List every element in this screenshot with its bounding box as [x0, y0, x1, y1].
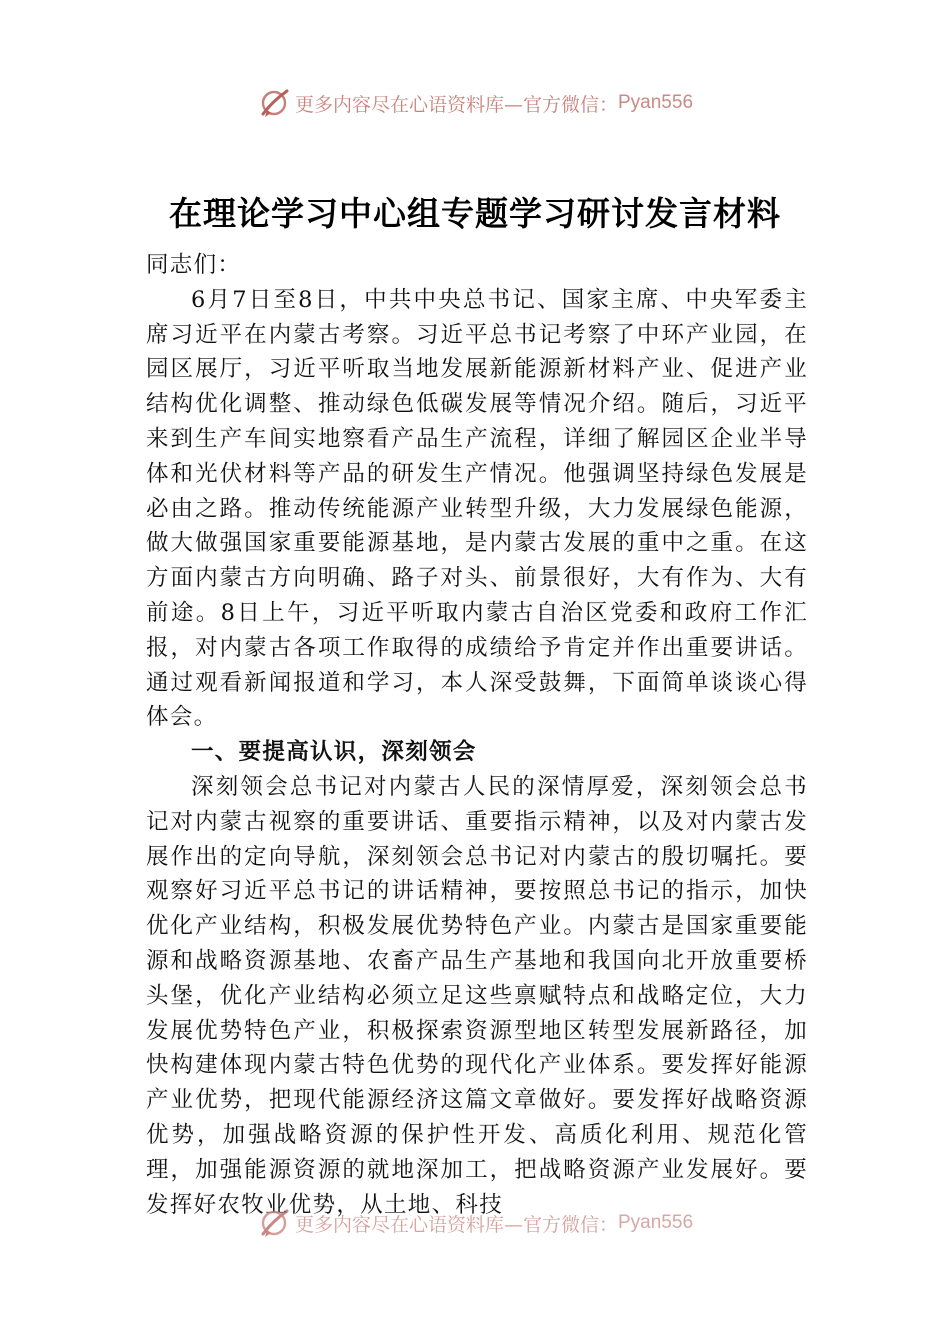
watermark-text: 更多内容尽在心语资料库—官方微信：: [294, 1213, 618, 1236]
watermark-banner-top: [0, 86, 950, 120]
document-body: [146, 248, 808, 1222]
watermark-handle: Pyan556: [618, 92, 694, 113]
section-heading: 一、要提高认识，深刻领会: [191, 739, 477, 766]
paragraph-section-1: 深刻领会总书记对内蒙古人民的深情厚爱，深刻领会总书记对内蒙古视察的重要讲话、重要指示精神，以及对内蒙古发展作出的定向导航，深刻领会总书记对内蒙古的殷切嘱托。要观察好习近平总书记的讲话精神，要按照总书记的指示，加快优化产业结构，积极发展优势特色产业。内蒙古是国家重要能源和战略资源基地、农畜产品生产基地和我国向北开放重要桥头堡，优化产业结构必须立足这些禀赋特点和战略定位，大力发展优势特色产业，积极探索资源型地区转型发展新路径，加快构建体现内蒙古特色优势的现代化产业体系。要发挥好能源产业优势，把现代能源经济这篇文章做好。要发挥好战略资源优势，加强战略资源的保护性开发、高质化利用、规范化管理，加强能源资源的就地深加工，把战略资源产业发展好。要发挥好农牧业优势，从土地、科技: [146, 773, 808, 1218]
page-title: 在理论学习中心组专题学习研讨发言材料: [169, 194, 781, 233]
watermark-banner-bottom: [0, 1206, 950, 1240]
salutation: 同志们：: [146, 252, 242, 278]
watermark-text: 更多内容尽在心语资料库—官方微信：: [294, 93, 618, 116]
pen-seal-logo-icon: [257, 86, 291, 120]
paragraph-intro: 6月7日至8日，中共中央总书记、国家主席、中央军委主席习近平在内蒙古考察。习近平总书记考察了中环产业园，在园区展厅，习近平听取当地发展新能源新材料产业、促进产业结构优化调整、推动绿色低碳发展等情况介绍。随后，习近平来到生产车间实地察看产品生产流程，详细了解园区企业半导体和光伏材料等产品的研发生产情况。他强调坚持绿色发展是必由之路。推动传统能源产业转型升级，大力发展绿色能源，做大做强国家重要能源基地，是内蒙古发展的重中之重。在这方面内蒙古方向明确、路子对头、前景很好，大有作为、大有前途。8日上午，习近平听取内蒙古自治区党委和政府工作汇报，对内蒙古各项工作取得的成绩给予肯定并作出重要讲话。通过观看新闻报道和学习，本人深受鼓舞，下面简单谈谈心得体会。: [146, 286, 808, 731]
pen-seal-logo-icon: [257, 1206, 291, 1240]
watermark-handle: Pyan556: [618, 1212, 694, 1233]
